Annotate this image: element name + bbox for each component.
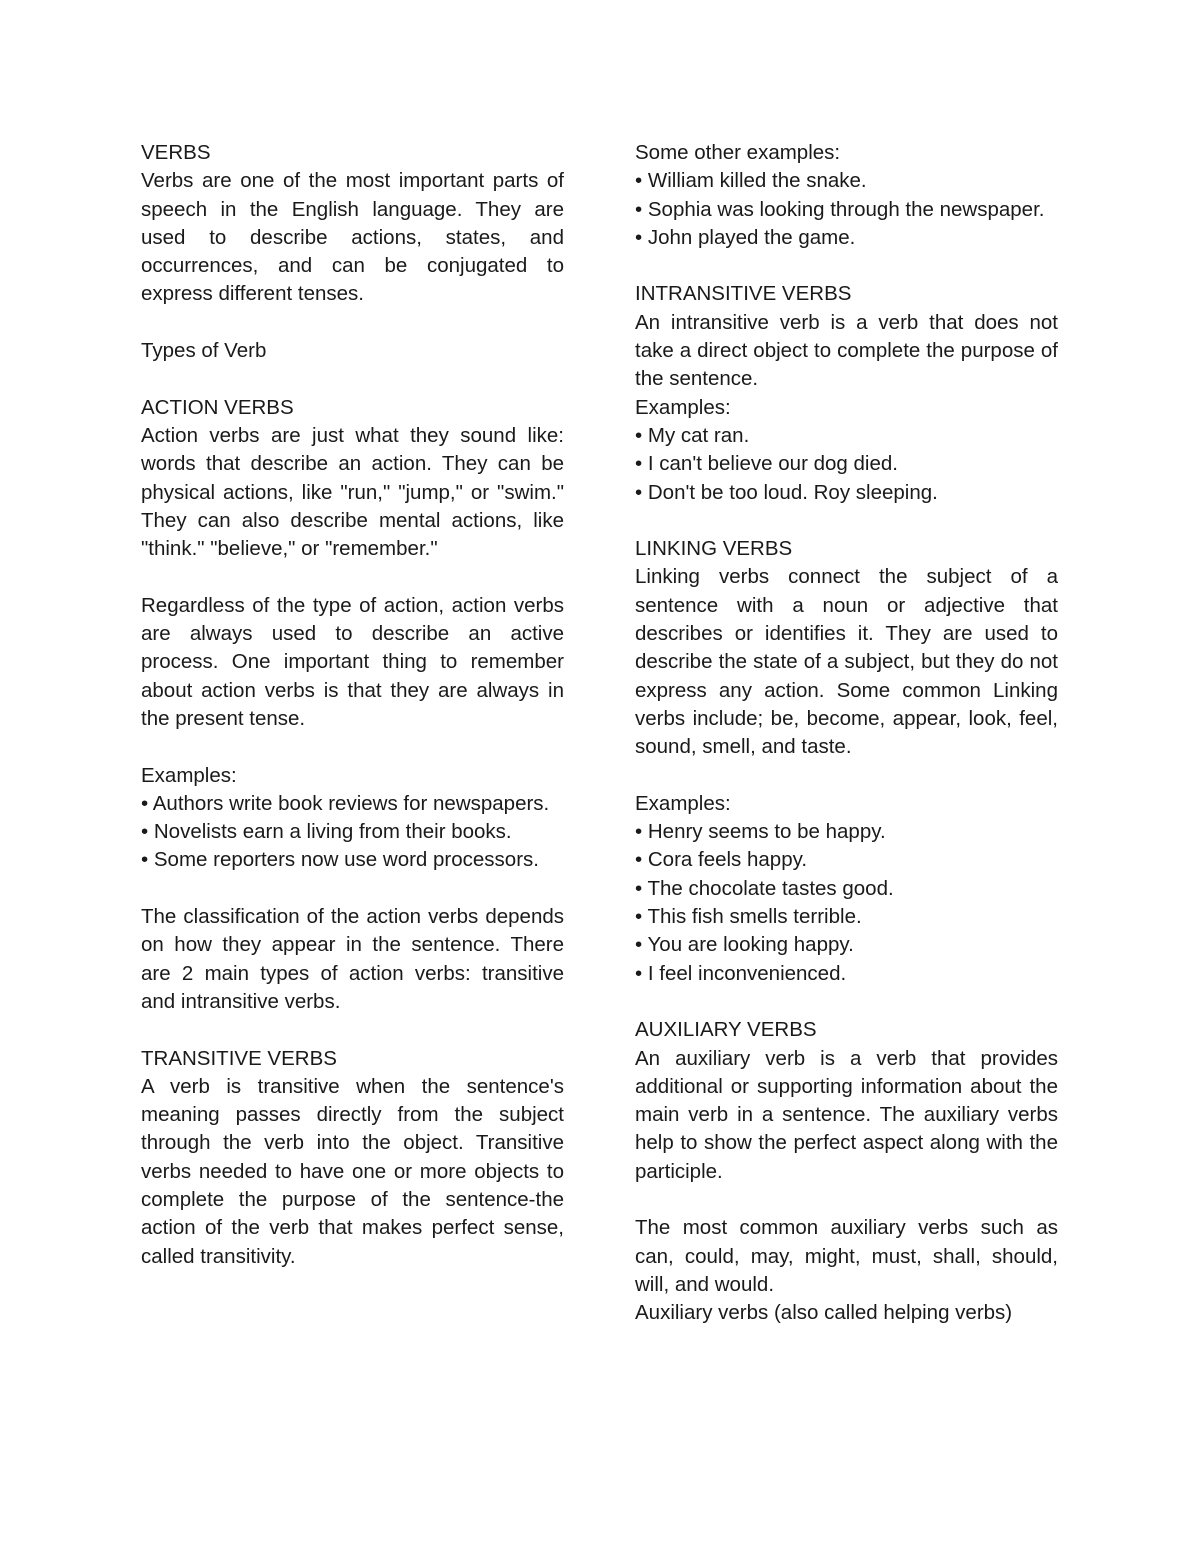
examples-label: Examples:: [141, 763, 237, 787]
list-item: • John played the game.: [635, 225, 856, 249]
types-heading: Types of Verb: [141, 339, 267, 363]
list-item: • Authors write book reviews for newspapers.: [141, 791, 550, 815]
verbs-heading: VERBS: [141, 141, 211, 164]
list-item: • This fish smells terrible.: [635, 905, 862, 929]
linking-examples-label: Examples:: [635, 791, 731, 815]
intransitive-examples-label: Examples:: [635, 395, 731, 419]
action-verbs-paragraph-1: Action verbs are just what they sound like: words that describe an action. They can be physical actions, like "run," "jump," or "swim." They can also describe mental actions, like "think." "believe," or "remember.": [141, 423, 564, 561]
list-item: • Cora feels happy.: [635, 848, 808, 872]
list-item: • William killed the snake.: [635, 169, 867, 193]
linking-verbs-paragraph: Linking verbs connect the subject of a sentence with a noun or adjective that describes or identifies it. They are used to describe the state of a subject, but they do not express any action. Some common Linking verbs include; be, become, appear, look, feel, sound, smell, and taste.: [635, 565, 1058, 759]
classification-paragraph: The classification of the action verbs depends on how they appear in the sentence. There are 2 main types of action verbs: transitive and intransitive verbs.: [141, 905, 564, 1013]
transitive-verbs-heading: TRANSITIVE VERBS: [141, 1046, 337, 1070]
verbs-intro: Verbs are one of the most important parts of speech in the English language. They are used to describe actions, states, and occurrences, and can be conjugated to express different tenses.: [141, 169, 564, 306]
linking-verbs-heading: LINKING VERBS: [635, 537, 793, 561]
list-item: • I feel inconvenienced.: [635, 961, 847, 985]
list-item: • Henry seems to be happy.: [635, 820, 886, 844]
other-examples-label: Some other examples:: [635, 141, 841, 164]
list-item: • The chocolate tastes good.: [635, 876, 894, 900]
list-item: • Don't be too loud. Roy sleeping.: [635, 480, 938, 504]
list-item: • Novelists earn a living from their books.: [141, 820, 512, 844]
list-item: • My cat ran.: [635, 423, 750, 447]
transitive-verbs-paragraph: A verb is transitive when the sentence's meaning passes directly from the subject through the verb into the object. Transitive verbs needed to have one or more objects to complete the purpose of the sentence-the action of the verb that makes perfect sense, called transitivity.: [141, 1074, 564, 1268]
intransitive-verbs-paragraph: An intransitive verb is a verb that does not take a direct object to complete the purpose of the sentence.: [635, 310, 1058, 391]
list-item: • Sophia was looking through the newspaper.: [635, 197, 1045, 221]
auxiliary-verbs-paragraph-1: An auxiliary verb is a verb that provides additional or supporting information about the main verb in a sentence. The auxiliary verbs help to show the perfect aspect along with the participle.: [635, 1046, 1058, 1183]
intransitive-verbs-heading: INTRANSITIVE VERBS: [635, 282, 852, 306]
action-verbs-heading: ACTION VERBS: [141, 395, 294, 419]
action-verbs-paragraph-2: Regardless of the type of action, action verbs are always used to describe an active process. One important thing to remember about action verbs is that they are always in the present tense.: [141, 593, 564, 730]
linking-examples-list: [635, 818, 1058, 988]
left-column: [141, 139, 564, 1271]
list-item: • You are looking happy.: [635, 933, 854, 957]
intransitive-examples-list: [635, 422, 1058, 507]
auxiliary-verbs-heading: AUXILIARY VERBS: [635, 1018, 817, 1042]
auxiliary-verbs-paragraph-2: The most common auxiliary verbs such as can, could, may, might, must, shall, should, will, and would.: [635, 1216, 1058, 1296]
transitive-examples-list: [635, 167, 1058, 252]
list-item: • I can't believe our dog died.: [635, 452, 898, 476]
auxiliary-verbs-paragraph-3: Auxiliary verbs (also called helping verbs): [635, 1301, 1013, 1325]
list-item: • Some reporters now use word processors.: [141, 848, 539, 872]
right-column: [635, 139, 1058, 1327]
action-examples-list: [141, 790, 564, 875]
